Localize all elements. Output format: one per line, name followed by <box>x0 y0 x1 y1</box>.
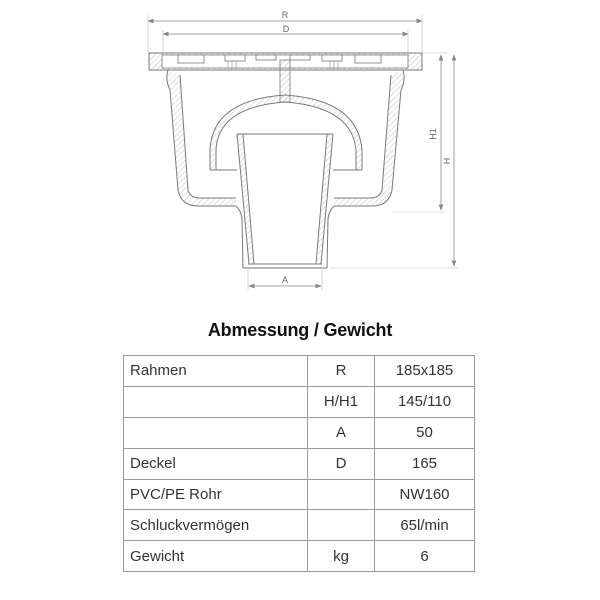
dimensions-table <box>123 355 475 572</box>
row-value: 65l/min <box>375 510 475 541</box>
row-label <box>124 386 308 417</box>
hatch-walls <box>167 70 404 264</box>
dimension-a <box>248 270 322 290</box>
label-h: H <box>442 157 452 165</box>
dimension-d <box>163 24 408 55</box>
row-symbol <box>308 510 375 541</box>
row-label: PVC/PE Rohr <box>124 479 308 510</box>
table-row <box>124 448 475 479</box>
table-row <box>124 510 475 541</box>
row-label: Gewicht <box>124 541 308 572</box>
table-row <box>124 541 475 572</box>
row-symbol: A <box>308 417 375 448</box>
label-r: R <box>281 10 289 20</box>
row-symbol: D <box>308 448 375 479</box>
label-h1: H1 <box>428 128 438 140</box>
row-value: 6 <box>375 541 475 572</box>
row-symbol: H/H1 <box>308 386 375 417</box>
row-value: 185x185 <box>375 356 475 387</box>
row-value: 145/110 <box>375 386 475 417</box>
row-symbol: kg <box>308 541 375 572</box>
row-value: 165 <box>375 448 475 479</box>
table-row <box>124 479 475 510</box>
row-label: Rahmen <box>124 356 308 387</box>
row-label: Schluckvermögen <box>124 510 308 541</box>
table-row <box>124 417 475 448</box>
label-d: D <box>282 24 290 34</box>
row-value: 50 <box>375 417 475 448</box>
table-title: Abmessung / Gewicht <box>207 320 393 340</box>
row-symbol: R <box>308 356 375 387</box>
row-symbol <box>308 479 375 510</box>
row-label <box>124 417 308 448</box>
row-value: NW160 <box>375 479 475 510</box>
table-row <box>124 386 475 417</box>
table-row <box>124 356 475 387</box>
row-label: Deckel <box>124 448 308 479</box>
label-a: A <box>281 275 289 285</box>
